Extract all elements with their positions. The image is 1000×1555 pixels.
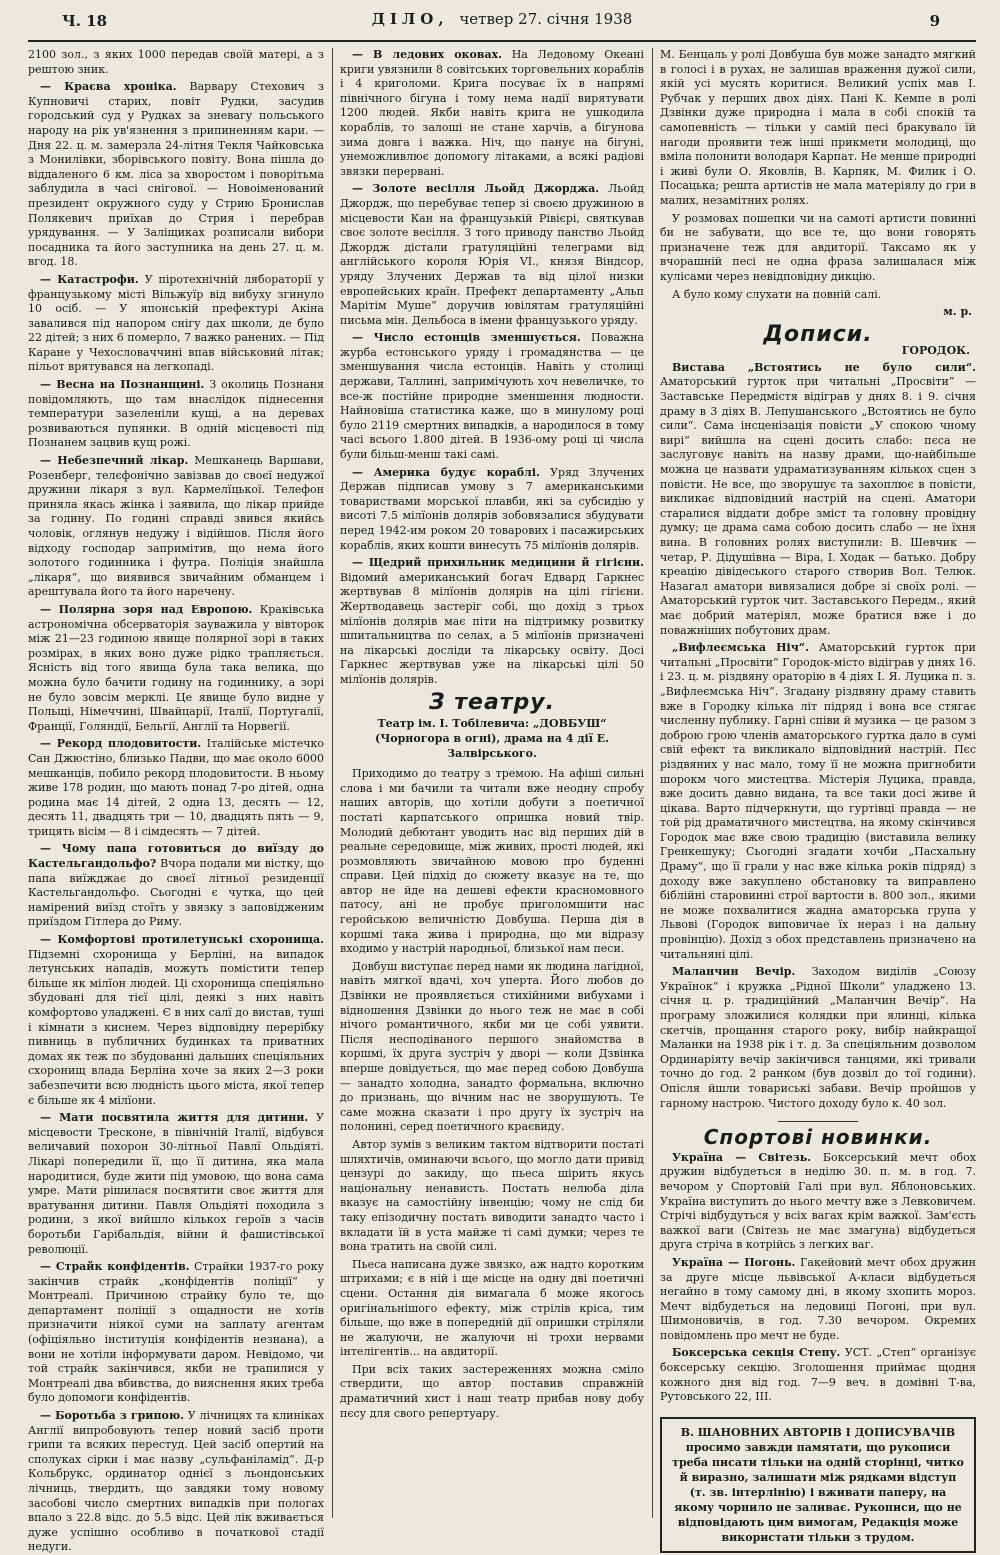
news-item: [28, 737, 324, 839]
column-2: [340, 48, 644, 1518]
theatre-review-subtitle: Театр ім. І. Тобілевича: „ДОВБУШ“ (Чорногора в огні), драма на 4 дії Е. Залвірського.: [375, 717, 609, 761]
dopys-headline: „Вифлеємська Ніч“.: [672, 641, 809, 655]
news-item: [28, 842, 324, 930]
sport-headline: Україна — Світезь.: [672, 1150, 812, 1164]
column-3: [660, 48, 977, 1544]
dopys-text: Заходом виділів „Союзу Українок“ і кружка „Рідної Школи“ уладжено 13. січня ц. р. традиційний „Маланчин Вечір“. На програму зложилися колядки при ялинці, кілька скетчів, прощання старого року, вибір найкращої Маланки на 1938 рік і т. д. За спеціяльним дозволом Ординаріяту вечір закінчився танцями, які тривали точно до год. 2 ранком (був дозвіл до тої години). Опісля йшли товариські забави. Вечір пройшов у гарному настрою. Чистого доходу було к. 40 зол.: [660, 965, 976, 1110]
review-paragraph: М. Бенцаль у ролі Довбуша був може занадто мягкий в голосі і в рухах, не залишав враження дужої сили, якій усі мусять коритися. Великий успіх мав І. Рубчак у перших двох діях. Пані К. Кемпе в ролі Дзвінки дуже природна і мала в собі спокій та самопевність — тільки у самій песі бракувало їй нагоди проявити теж інші прикмети молодиці, що вміла полонити володаря Карпат. Не менше природні і живі були О. Яковлів, В. Карпяк, М. Филик і О. Посацька; решта артистів не мала матеріялу до гри в малих, незамітних ролях.: [660, 48, 976, 207]
news-headline: — Чому папа готовиться до виїзду до Кастельгандольфо?: [28, 842, 324, 871]
news-headline: — Комфортові протилетунські схоронища.: [40, 933, 324, 947]
news-item: [340, 48, 644, 179]
news-text: Підземні схоронища у Берліні, на випадок летунських нападів, можуть помістити тепер більше як мілїон людей. Ці схоронища спеціяльно збудовані для тієї цілі, деякі з них навіть комфортово уладжені. Є в них салї до вистав, туші і кімнати з киснем. Через відповідну перерібку пивниць в публичних будинках та приватних домах як теж по збудованні дальших спеціяльних схоронищ влада Берліна хоче за яких 2—3 роки забезпечити всю людність цього міста, якої тепер є більше як 4 мілїони.: [28, 947, 325, 1107]
sport-item: [660, 1256, 976, 1344]
news-text: У місцевости Тресконе, в північній Італії, відбувся величавий похорон 30-літньої Павлї Ольдіяті. Лікарі попередили її, що її дитина, яка мала народитися, буде жити під умовою, що вона сама умре. Мати рішилася посвятити своє життя для вратування дитини. Павля Ольдіяті походила з родини, з якої вийшло кількох героїв з часів боротьби Гарібальдія, війни й фашистівської революції.: [28, 1111, 324, 1256]
column-rule: [332, 48, 333, 1518]
section-title-theatre: З театру.: [428, 689, 555, 715]
news-headline: — Страйк конфідентів.: [40, 1260, 190, 1274]
section-title-dopysy: Дописи.: [763, 321, 873, 347]
news-text: Мешканець Варшави, Розенберг, телєфонічно завізвав до своєї недужої дружини лікаря з вул. Кармелїцької. Телефон приняла якась жінка і заявила, що лікар прийде за годину. По годині справді звився якийсь чоловік, оглянув недужу і відійшов. Після його відходу господар запримітив, що нема його золотого годинника і футра. Поліція знайшла „лікаря“, що виявився звичайним обманцем і арештувала його та його наречену.: [28, 454, 325, 599]
review-paragraph: Довбуш виступає перед нами як людина лагідної, навіть мягкої вдачі, хоч уперта. Його любов до Дзвінки не проявляється стихійними вибухами і відношення Дзвінки до нього теж не має в собі нічого романтичного, якби ми це собі уявити. Після несподіваного першого знайомства в коршмі, їх друга зустріч у дворі — коли Дзвінка вперше довідується, що має перед собою Довбуша — занадто холодна, занадто формальна, включно до признань, що вічним нас не зворушують. Те саме можна сказати і про другу їх зустріч на полонині, серед поетичного краєвиду.: [340, 959, 644, 1134]
review-paragraph: Приходимо до театру з тремою. На афіші сильні слова і ми бачили та читали вже неодну спробу наших авторів, що хотіли добути з поетичної постаті карпатського опришка новий твір. Молодий дебютант уводить нас від перших дій в реальне середовище, між живих, прості людей, які розмовляють звичайною мовою про буденні справи. Цей підхід до сюжету вказує на те, що автор не йде на дешеві ефекти красномовного патосу, ані не пробує приголомшити нас геройською величністю Довбуша. Перша дія в коршмі така жива і природна, що ми відразу входимо у настрій народньої, близької нам песи.: [340, 767, 644, 956]
news-item: [28, 273, 324, 375]
dopys-text: Аматорський гурток при читальні „Просвіти“ — Заставське Передмістя відіграв у днях 8. і 9. січня драму в 3 діях В. Лепушанського „Встоятись не було сили“. Сама інсценізація повісти „У спокою чному вирі“ вийшла на сцені досить слабо: пєса не заслуговує навіть на назву драми, що-найбільше можна це назвати удраматизуванням кількох сцен з повісти. Не все, що зворушує та захоплює в повісти, викликає відповідний настрій на сцені. Аматори старалися віддати добре зміст та головну провідну думку; це драма сама собою досить слабо — не їхня вина. В головних ролях виступили: В. Шевчик — четар, Р. Дідушівна — Віра, І. Ходак — батько. Добру креацію дівідеського старого створив Вол. Телюк. Назагал аматори вивязалися добре зі своїх ролі. — Аматорський гурток чит. Заставського Передм., який має добрий матеріял, може братися вже і до поважніших побутових драм.: [660, 375, 976, 637]
news-item: [28, 378, 324, 451]
newspaper-title: ДІЛО,: [371, 10, 449, 28]
news-text: Італійське містечко Сан Джюстіно, близько Падви, що має около 6000 мешканців, побило рекорд плодовитости. В ньому живе 178 родин, що мають понад 7-ро дітей, одна родина має 14 дітей, 2 одна 13, десять — 12, десять 11, двадцять три — 10, двадцять пять — 9, трицять вісім — 8 і сімдесять — 7 дітей.: [28, 737, 324, 838]
news-headline: — Мати посвятила життя для дитини.: [40, 1111, 309, 1125]
news-item: [28, 48, 324, 77]
news-item: [28, 80, 324, 270]
news-headline: — Рекорд плодовитости.: [40, 737, 202, 751]
issue-number: Ч. 18: [62, 12, 108, 30]
news-text: Уряд Злучених Держав підписав умову з 7 американськими товариствами морської плавби, які за субсидію у висоті 7.5 мілїонів долярів зобовязалися збудувати перед 1942-им роком 20 товарових і пасажирських кораблів, яких кошти винесуть 75 мілїонів долярів.: [340, 465, 644, 552]
news-item: [28, 933, 324, 1108]
section-title-sport: Спортові новинки.: [703, 1125, 933, 1150]
masthead-title-line: [28, 10, 976, 28]
dopys-item: [660, 965, 976, 1111]
news-text: Варвару Стехович з Купновичі старих, повіт Рудки, засудив городський суд у Рудках за зневагу польського народу на рік ув'язнення з припиненням кари. — Дня 22. ц. м. замерзла 24-літня Текля Чайковська з Монилівки, зборівського повіту. Вона пішла до віддаленого 6 км. ліса за хворостом і поворітьма заблудила в часі снігової. — Новоіменований президент окружного суду у Стрию Бронислав Полякевич приїхав до Стрия і перебрав урядування. — У Заліщиках розписали вибори посадника та його заступника на день 27. ц. м. вгод. 18.: [28, 80, 325, 269]
news-item: [28, 1111, 324, 1257]
news-item: [340, 556, 644, 687]
dopys-item: [660, 641, 976, 962]
sport-item: [660, 1151, 976, 1253]
news-headline: — Золоте весілля Льойд Джорджа.: [352, 182, 600, 196]
review-signature: м. р.: [943, 305, 972, 319]
news-headline: — Весна на Познанщині.: [40, 378, 205, 392]
news-item: [340, 331, 644, 462]
news-item: [28, 603, 324, 734]
dopys-text: Аматорський гурток при читальні „Просвіти“ Городок-місто відіграв у днях 16. і 23. ц. м. різдвяну ораторію в 4 діях І. Я. Луцика п. з. „Вифлеємська Ніч“. Згадану різдвяну драму ставить вже в Городку кілька літ підряд і вона все стягає численну публику. Гарні співи й музика — це разом з доброю грою членів аматорського гуртка дало в сумі свій ефект та викликало відповідний настрій. Пєс різдвяних у нас мало, тому її не можна пригнобити шорокм чого мистецтва. Містерія Луцика, правда, вже досить давно видана, та все таки досі живе й цікава. Варто підчеркнути, що гуртівці правда — не той рід драматичного мистецтва, на якому скінчився Городок має вже свою традицію (виставила велику Гренкешуку; Сьогодні згадати хочби „Пасхальну Драму“, що її грали у нас вже кілька років підряд) з доходу вже закуплено обстановку та виправлено біблійні старовинні строї вартости в. 800 зол., якими не може похвалитися жадна аматорська група у Львові (Городок виповичае їх нераз і на дальну провінцію). Дохід з обох представлень призначено на читальняні цілі.: [660, 641, 976, 961]
news-headline: — Небезпечний лікар.: [40, 454, 189, 468]
editorial-notice: В. ШАНОВНИХ АВТОРІВ І ДОПИСУВАЧІВ просимо завжди памятати, що рукописи треба писати тільки на одній сторінці, читко й виразно, залишати між рядками відступ (т. зв. інтерлінію) і вживати паперу, на якому чорнило не заливає. Рукописи, що не відповідають цим вимогам, Редакція може використати тільки з трудом.: [660, 1417, 976, 1553]
review-paragraph: При всіх таких застереженнях можна сміло ствердити, що автор поставив справжній драматичний хист і наш театр прибав нову добу пєсу для свого репертуару.: [340, 1362, 644, 1420]
news-text: Вчора подали ми вістку, що папа виїжджає до своєї літньої резиденції Кастельгандольфо. Сьогодні є чутка, що цей намірений виїзд стоїть у звязку з заповідженим приїздом Гітлера до Риму.: [28, 857, 324, 929]
news-headline: — Катастрофи.: [40, 272, 139, 286]
dopysy-city: ГОРОДОК.: [901, 344, 970, 358]
review-paragraph: У розмовах пошепки чи на самоті артисти повинні би не забувати, що все те, що вони говорять призначене теж для авдиторії. Таксамо як у вчорашній песі не одна фраза залишалася між кулісами через невідповідну дикцію.: [660, 211, 976, 283]
page-number: 9: [929, 12, 940, 30]
news-item: [28, 1409, 324, 1555]
news-text: Відомий американський богач Едвард Гаркнес жертвував 8 мілїонів долярів на цілі гігієни. Жертводавець застеріг собі, що дохід з трьох мілїонів долярів має піти на підтримку розвитку шпитальництва по селах, а 5 мілїонів призначені на лікарські досліди та лікарську освіту. Досі Гаркнес жертвував уже на лікарські цілі 50 мілїонів долярів.: [340, 570, 644, 686]
sport-text: Гакейовий мечт обох дружин за друге місце львівської А-класи відбудеться негайно в тому самому дні, в якому зхопить мороз. Мечт відбудеться на ледовиці Погоні, при вул. Шимоновичів, в год. 7.30 вечором. Окремих повідомлень про мечт не буде.: [660, 1255, 977, 1342]
dopys-item: [660, 361, 976, 638]
sport-headline: Боксерська секція Степу.: [672, 1346, 841, 1360]
section-divider: [778, 1121, 858, 1122]
sport-text: Боксерський мечт обох дружин відбудеться в неділю 30. п. м. в год. 7. вечором у Спортовій Галі при вул. Яблоновських. Україна виступить до нього мечту вже з Левковичем. Стрічі відбудуться у всіх вагах крім важкої. Зам'єсть важкої ваги (Світезь не має змагуна) відбудеться друга стріча в котрійсь з легких ваг.: [660, 1150, 977, 1252]
news-text: 2100 зол., з яких 1000 передав своїй матері, а з рештою зник.: [28, 48, 324, 76]
sport-text: УСТ. „Степ“ організує боксерську секцію. Зголошення приймає щодня кожного дня від год. 7—9 веч. в домівні Т-ва, Рутовського 22, ІІІ.: [660, 1346, 977, 1404]
dopys-headline: Маланчин Вечір.: [672, 965, 796, 979]
news-headline: — Полярна зоря над Европою.: [40, 602, 253, 616]
news-item: [340, 182, 644, 328]
issue-date: четвер 27. січня 1938: [459, 10, 633, 28]
news-item: [340, 466, 644, 554]
sport-headline: Україна — Погонь.: [672, 1255, 796, 1269]
masthead: [28, 0, 976, 42]
news-item: [28, 1260, 324, 1406]
news-text: Льойд Джордж, що перебуває тепер зі своєю дружиною в місцевости Кан на французькій Рівієрі, святкував своє золоте весілля. З того приводу панство Льойд Джордж дістали гратуляційні телеграми від англійського короля Юрія VI., князя Віндсор, уряду Злучених Держав та від цілої низки европейських країн. Префект департаменту „Альп Марітім Муше“ доручив ювілятам гратуляційні письма мін. Дельбоса в імени французького уряду.: [340, 182, 645, 327]
news-text: Страйки 1937-го року закінчив страйк „конфідентів поліції“ у Монтреалі. Причиною страйку було те, що департамент поліції з ощадности не хотів призначити ніякої суми на заплату агентам (офіціяльно інституція конфідентів незнана), а вони не хотіли інформувати даром. Невідомо, чи той страйк закінчився, якби не трапилися у Монтреалі два вбивства, до вияснення яких треба було допомоги конфідентів.: [28, 1260, 324, 1405]
column-1: [28, 48, 325, 1554]
news-text: Поважна журба естонського уряду і громадянства — це зменшування числа естонців. Навіть у столиці держави, Таллині, запримічують хоч невеличке, то все-ж постійне природне зменшення людности. Найновіша статистика каже, що в минулому році було 2119 смертних випадків, а народилося в тому часі всього 1.800 дітей. В 1936-ому році ці числа були більш-менш такі самі.: [340, 331, 644, 462]
news-item: [28, 454, 324, 600]
news-headline: — Америка будує кораблі.: [352, 465, 540, 479]
news-text: У піротехнічній лябораторії у французькому місті Вільжуїр від вибуху згинуло 10 осіб. — У японській префектурі Акіна завалився під напором снігу дах школи, де було 22 дітей; з них 6 померло, 7 важко ранених. — Під Каране у Чехословаччині впав військовий літак; пільот врятувався на легкопаді.: [28, 272, 325, 374]
news-headline: — Краєва хроніка.: [40, 80, 177, 94]
column-rule: [652, 48, 653, 1518]
news-text: У лічницях та клиніках Англії випробовують тепер новий засіб проти грипи та всяких перестуд. Цей засіб опертий на сполуках сірки і має назву „сульфаніламід“. Д-р Кольбрукс, ординатор однієї з льондонських лічниць, твердить, що завдяки тому новому засобові число смертних випадків при пологах впало з 22.8 відс. до 5.5 відс. Цей лік вживається дуже успішно особливо в початкової стадії недуги.: [28, 1409, 324, 1554]
review-paragraph: А було кому слухати на повній салі.: [672, 287, 882, 301]
news-headline: — В ледових оковах.: [352, 48, 502, 61]
news-headline: — Число естонців зменшується.: [352, 331, 581, 345]
dopys-headline: Вистава „Встоятись не було сили“.: [672, 360, 976, 374]
sport-item: [660, 1346, 976, 1404]
news-text: Краківська астрономічна обсерваторія зауважила у вівторок між 21—23 годиною явище полярної зорі в таких розмірах, в яких воно дуже рідко трапляється. Ясність від того явища була така велика, що можна було бачити годину на годиннику, а зорі не було зовсім мерклі. Це явище було видне у Польщі, Німеччині, Швайцарії, Італії, Португалії, Франції, Голяндії, Бельгії, Англії та Норвегії.: [28, 602, 324, 733]
news-headline: — Щедрий прихильник медицини й гігієни.: [352, 556, 644, 570]
columns: [28, 48, 977, 1554]
news-text: На Ледовому Океані криги увязнили 8 совітських торговельних кораблів і 4 криголоми. Крига посуває їх в напрямі північного бігуна і тому нема надії вирятувати 1200 людей. Якби навіть крига не ушкодила кораблів, то залоші не стане харчів, а бігунова зима довга і важка. Ніч, що панує на бігуні, унеможливлює допомогу літаками, а всякі радіові звязки перервані.: [340, 48, 645, 178]
review-paragraph: Автор зумів з великим тактом відтворити постаті шляхтичів, оминаючи всього, що могло дати привід цензурі до закиду, що пьеса шірить якусь національну ненависть. Постать нелюба діла вказує на самостійну інвенцію; чому не слід би таку епізодичну постать виводити занадто часто і вкладати їй в уста майже ті самі думки; через те вона тратить на своїй силі.: [340, 1137, 644, 1254]
news-headline: — Боротьба з грипою.: [40, 1409, 184, 1423]
news-text: З околиць Познаня повідомляють, що там внаслідок піднесення температури зазеленіли кущі, а на деревах розвиваються пупянки. В одній місцевості під Познанем зацвив кущ рожі.: [28, 378, 324, 450]
review-paragraph: Пьеса написана дуже звязко, аж надто коротким штрихами; є в ній і ще місце на одну дві поетичні сцени. Остання дія вимагала б може якогось оригінальнішого ефекту, між стрілів кріса, тим більше, що вже в попередній дії опришки стріляли не жалуючи, не жалуючи ні трохи нервами інтелігентів... на авдиторії.: [340, 1257, 644, 1359]
